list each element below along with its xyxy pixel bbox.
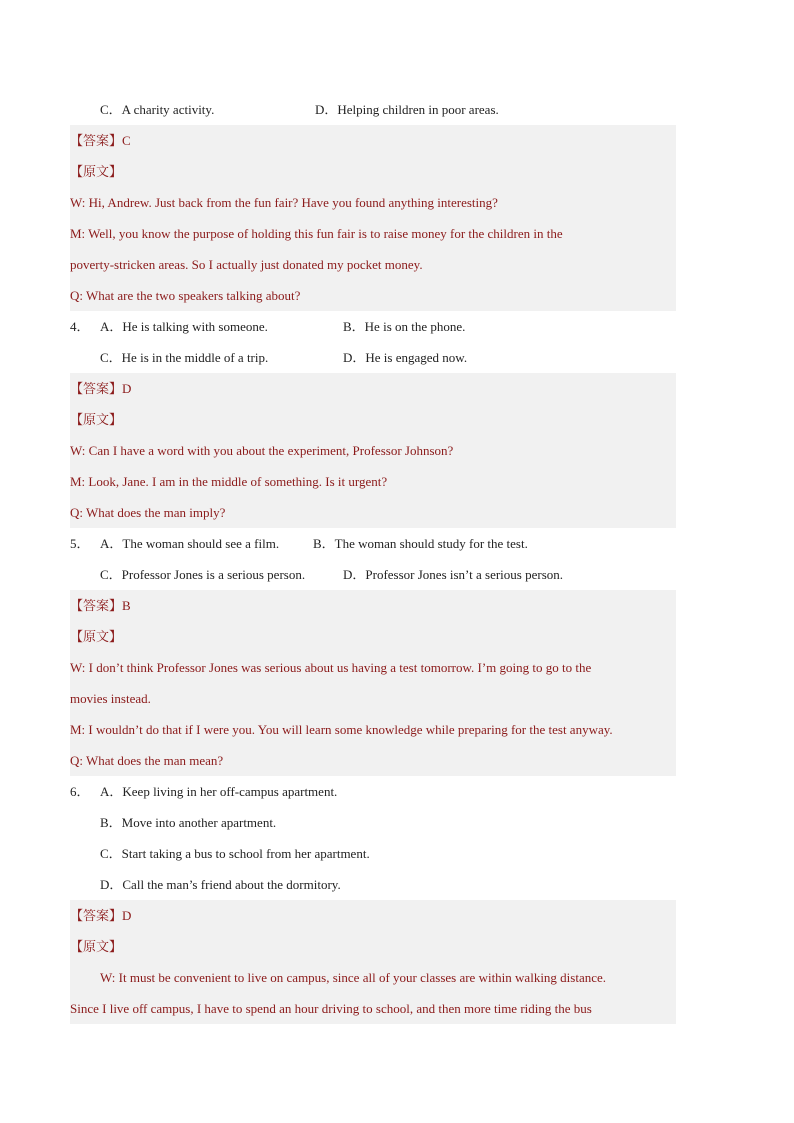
q4-transcript-line: W: Can I have a word with you about the experiment, Professor Johnson? xyxy=(70,435,676,466)
answer-value: D xyxy=(122,381,132,396)
q3-option-c: C．A charity activity. xyxy=(100,102,215,117)
q4-options-cd xyxy=(70,342,676,373)
q4-option-a: A．He is talking with someone. xyxy=(100,319,268,334)
q5-source-tag xyxy=(70,621,676,652)
q4-option-d: D．He is engaged now. xyxy=(343,350,468,365)
answer-value: B xyxy=(122,598,131,613)
q6-transcript-line: W: It must be convenient to live on campus, since all of your classes are within walking distance. xyxy=(70,962,676,993)
q6-option-d: D．Call the man’s friend about the dormitory. xyxy=(100,877,341,892)
q6-option-c: C．Start taking a bus to school from her apartment. xyxy=(100,846,370,861)
q4-transcript-line: M: Look, Jane. I am in the middle of something. Is it urgent? xyxy=(70,466,676,497)
source-tag: 【原文】 xyxy=(70,412,123,427)
q6-answer xyxy=(70,900,676,931)
source-tag: 【原文】 xyxy=(70,164,123,179)
q4-source-tag xyxy=(70,404,676,435)
q3-options-cd xyxy=(70,94,676,125)
q6-option-b: B．Move into another apartment. xyxy=(100,815,277,830)
q3-source-tag xyxy=(70,156,676,187)
answer-value: D xyxy=(122,908,132,923)
q6-transcript-line: Since I live off campus, I have to spend an hour driving to school, and then more time riding the bus xyxy=(70,993,676,1024)
q6-number: 6． xyxy=(70,784,90,799)
q5-transcript-line: W: I don’t think Professor Jones was serious about us having a test tomorrow. I’m going to go to the xyxy=(70,652,676,683)
q3-answer xyxy=(70,125,676,156)
q5-number: 5． xyxy=(70,536,90,551)
answer-tag: 【答案】 xyxy=(70,598,123,613)
q5-transcript-line: M: I wouldn’t do that if I were you. You will learn some knowledge while preparing for the test anyway. xyxy=(70,714,676,745)
answer-value: C xyxy=(122,133,131,148)
q5-answer xyxy=(70,590,676,621)
document-page xyxy=(70,94,676,1024)
q4-option-b: B．He is on the phone. xyxy=(343,319,466,334)
q6-option-a-row xyxy=(70,776,676,807)
q4-options-ab xyxy=(70,311,676,342)
q5-transcript-line: Q: What does the man mean? xyxy=(70,745,676,776)
q5-options-cd xyxy=(70,559,676,590)
q4-answer xyxy=(70,373,676,404)
q4-transcript-line: Q: What does the man imply? xyxy=(70,497,676,528)
q3-transcript-line: M: Well, you know the purpose of holding this fun fair is to raise money for the children in the xyxy=(70,218,676,249)
source-tag: 【原文】 xyxy=(70,629,123,644)
q3-transcript-line: W: Hi, Andrew. Just back from the fun fair? Have you found anything interesting? xyxy=(70,187,676,218)
q3-transcript-line: Q: What are the two speakers talking about? xyxy=(70,280,676,311)
q3-transcript-line: poverty-stricken areas. So I actually just donated my pocket money. xyxy=(70,249,676,280)
source-tag: 【原文】 xyxy=(70,939,123,954)
q6-source-tag xyxy=(70,931,676,962)
q5-option-c: C．Professor Jones is a serious person. xyxy=(100,567,306,582)
answer-tag: 【答案】 xyxy=(70,908,123,923)
q5-option-a: A．The woman should see a film. xyxy=(100,536,280,551)
q5-option-b: B．The woman should study for the test. xyxy=(313,536,528,551)
q3-option-d: D．Helping children in poor areas. xyxy=(315,102,499,117)
q4-option-c: C．He is in the middle of a trip. xyxy=(100,350,269,365)
q5-option-d: D．Professor Jones isn’t a serious person. xyxy=(343,567,564,582)
answer-tag: 【答案】 xyxy=(70,381,123,396)
q5-transcript-line: movies instead. xyxy=(70,683,676,714)
q6-option-a: A．Keep living in her off-campus apartment. xyxy=(100,784,338,799)
q5-options-ab xyxy=(70,528,676,559)
q4-number: 4． xyxy=(70,319,90,334)
answer-tag: 【答案】 xyxy=(70,133,123,148)
